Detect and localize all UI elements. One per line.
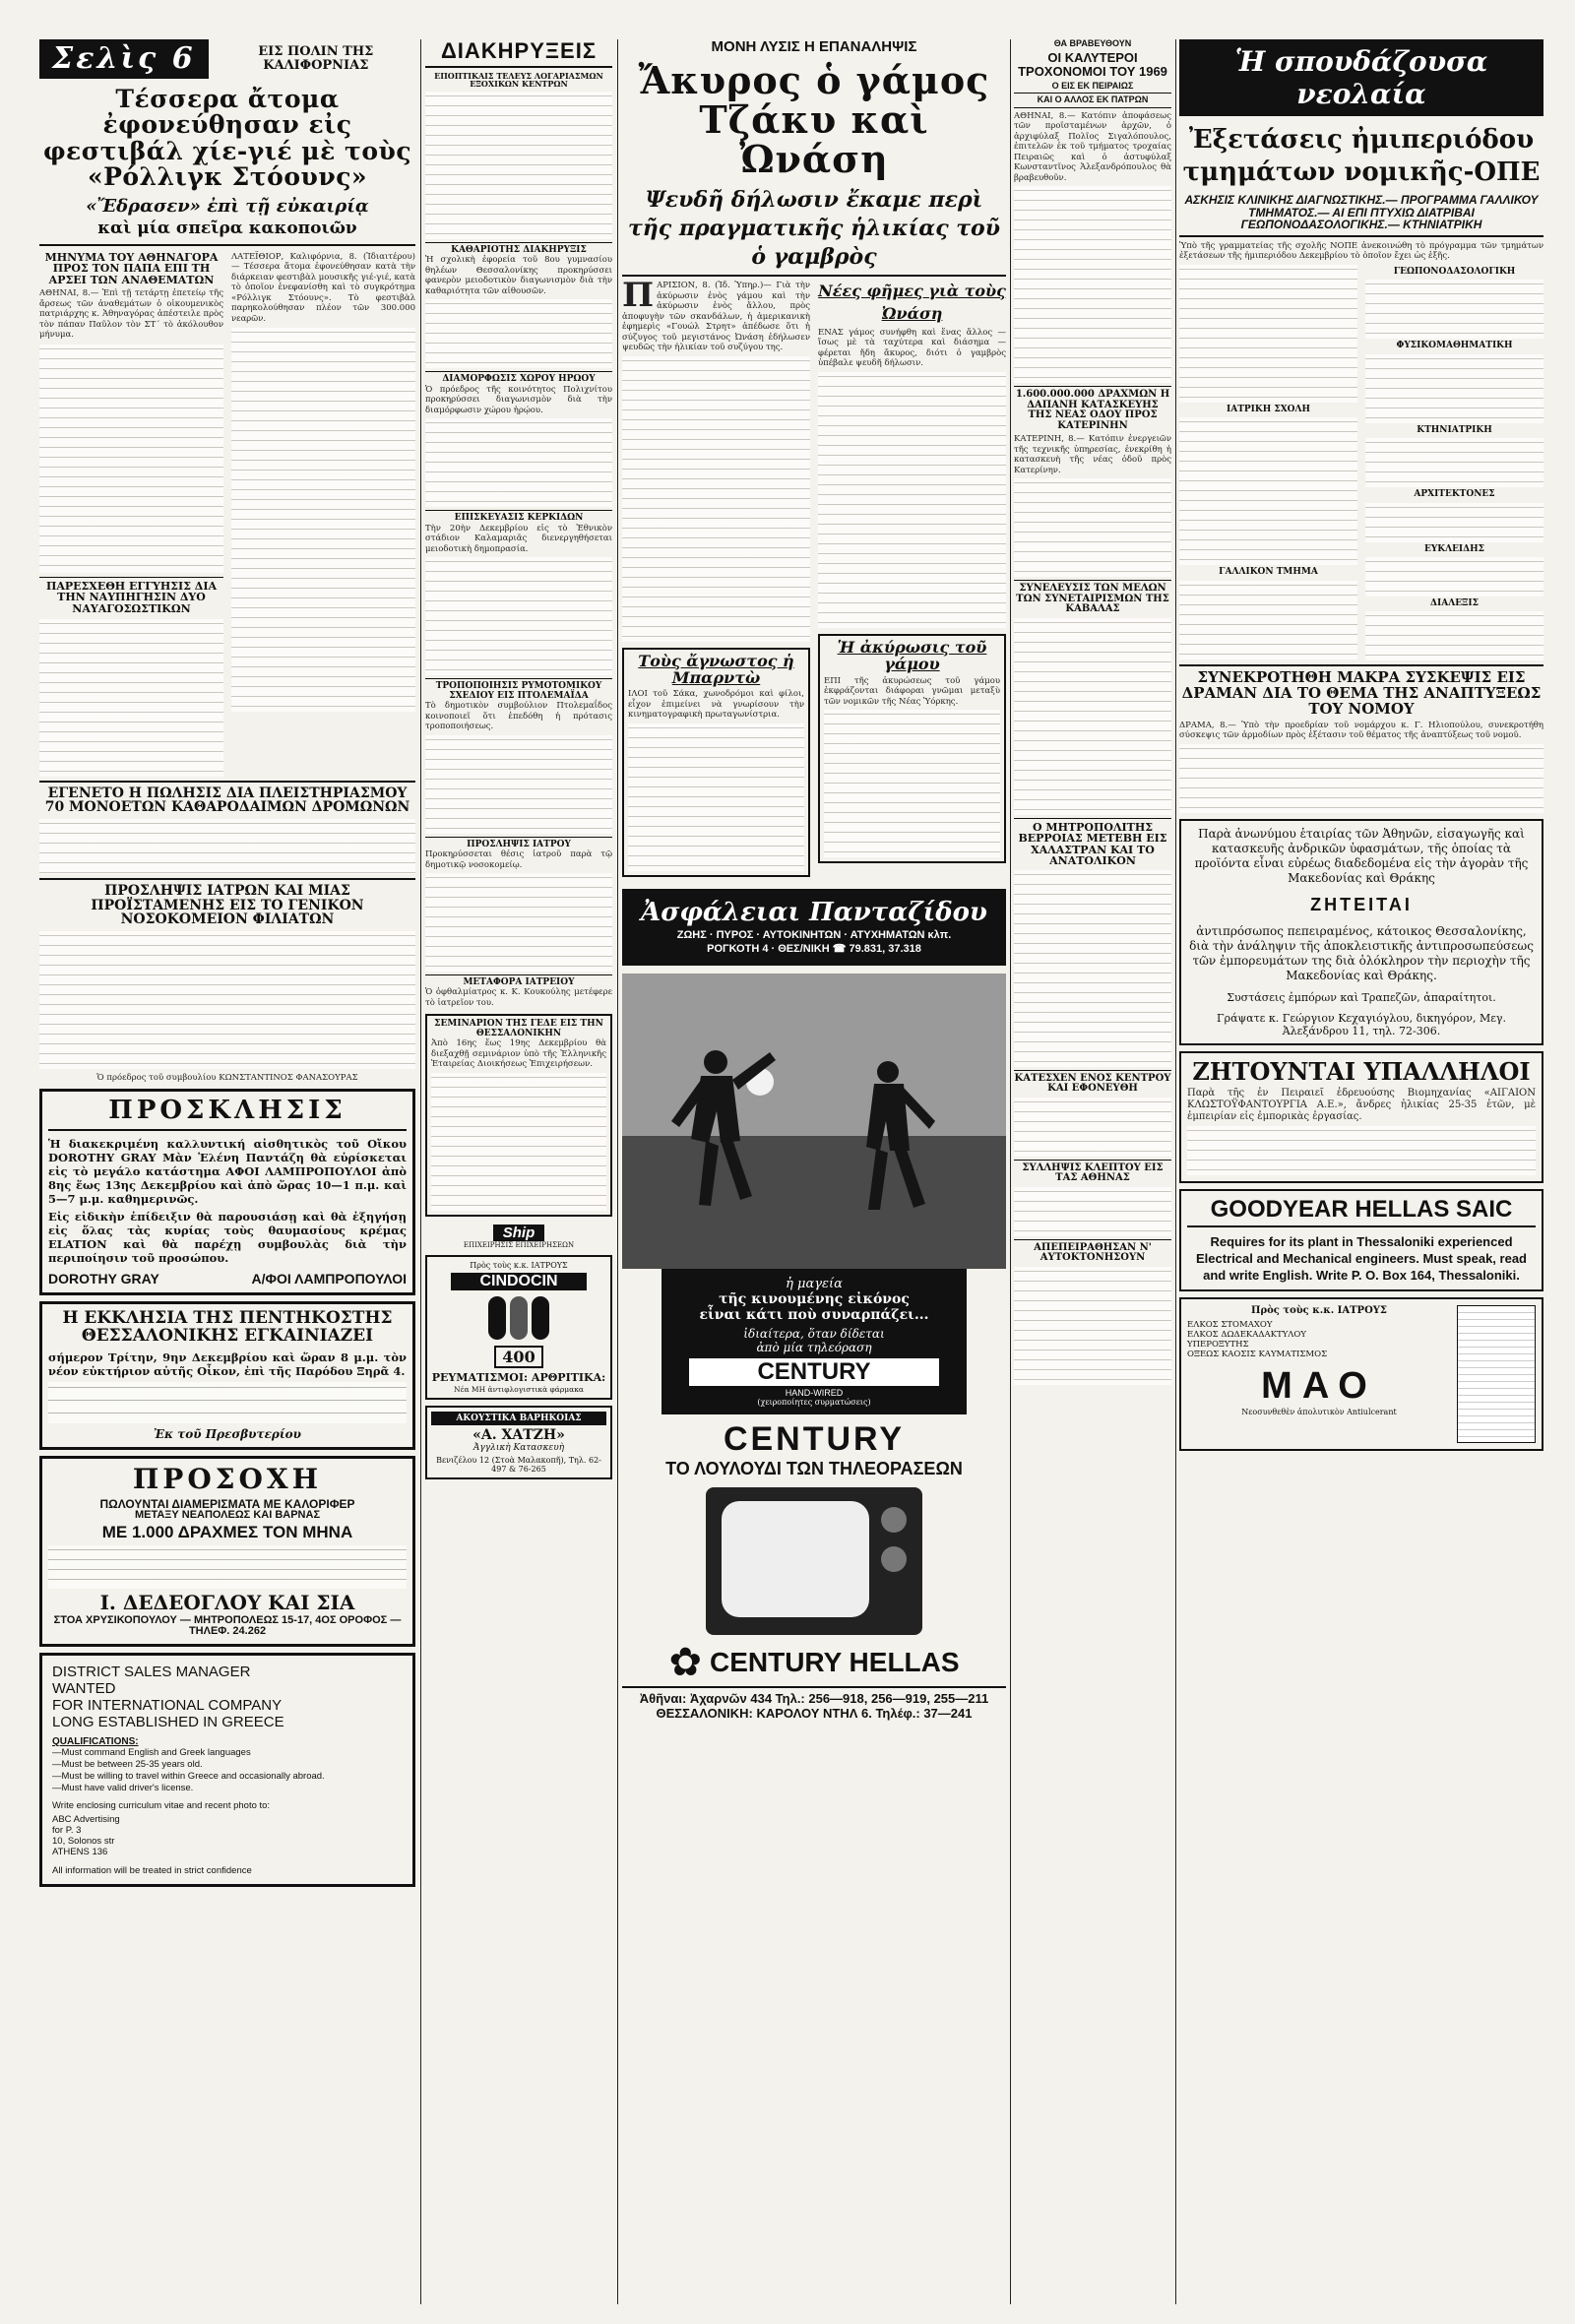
notice-body: Ἀπὸ 16ης ἕως 19ης Δεκεμβρίου θὰ διεξαχθῇ σεμινάριον ὑπὸ τῆς Ἑλληνικῆς Ἑταιρείας Διοικήσεως Ἐπιχειρήσεων. (431, 1038, 606, 1070)
article-sub: Ο ΕΙΣ ΕΚ ΠΕΙΡΑΙΩΣ (1014, 82, 1171, 94)
ad-sub: Συστάσεις ἐμπόρων καὶ Τραπεζῶν, ἀπαραίτητοι. (1227, 990, 1496, 1004)
drug-brand: CINDOCIN (451, 1273, 587, 1290)
subhead: Ψευδῆ δήλωσιν ἔκαμε περὶ τῆς πραγματικῆς ἡλικίας τοῦ ὁ γαμβρὸς (628, 187, 1000, 270)
article-body: ΛΑΤΕΪΘΙΟΡ, Καλιφόρνια, 8. (Ἰδιαιτέρου) — Τέσσερα ἄτομα ἐφονεύθησαν κατὰ τὴν διάρκειαν φεστιβὰλ μουσικῆς γιέ-γιέ, κατὰ τὸ ὁποῖον ἐνεφανίσθη καὶ τὸ συγκρότημα «Ρόλλιγκ Στόουνς». Τὸ φεστιβὰλ παρηκολούθησαν πλέον τῶν 300.000 νεαρῶν. (231, 251, 415, 324)
text-block (48, 1382, 407, 1423)
text-block (1014, 618, 1171, 815)
box-body: ΙΛΟΙ τοῦ Σάκα, χωνοδρόμοι καὶ φίλοι, εἶχον ἐπιμείνει νὰ γνωρίσουν τὴν κινηματογραφικὴ πρωταγωνίστρια. (628, 689, 804, 721)
main-headline: Τέσσερα ἄτομα ἐφονεύθησαν εἰς φεστιβάλ χίε-γιέ μὲ τοὺς «Ρόλλιγκ Στόουνς» (42, 85, 412, 191)
notice-body: σήμερον Τρίτην, 9ην Δεκεμβρίου καὶ ὥραν 8 μ.μ. τὸν νέον εὐκτήριον αὐτῆς Οἶκον, ἐπὶ τῆς Παρόδου Ξηρᾶ 4. (48, 1350, 407, 1379)
article-title: ΣΥΛΛΗΨΙΣ ΚΛΕΠΤΟΥ ΕΙΣ ΤΑΣ ΑΘΗΝΑΣ (1022, 1162, 1164, 1184)
notice-body: Προκηρύσσεται θέσις ἰατροῦ παρὰ τῷ δημοτικῷ νοσοκομείῳ. (425, 849, 612, 870)
text-block (1014, 186, 1171, 383)
job-line: DISTRICT SALES MANAGER (52, 1663, 251, 1680)
tv-tag-sub: (χειροποίητες συρματώσεις) (757, 1398, 871, 1408)
column-2 (425, 39, 612, 2304)
hellas-athens: Ἀθῆναι: Ἀχαρνῶν 434 Τηλ.: 256—918, 256—919, 255—211 (622, 1686, 1006, 1706)
job-address: 10, Solonos str (52, 1835, 115, 1847)
side-body: ΕΝΑΣ γάμος συνήφθη καὶ ἕνας ἄλλος — ἴσως μὲ τὰ ταχύτερα καὶ διάσημα — φέρεται ἤδη ἄκυρος, διότι ὁ γαμβρὸς ὑπέβαλε ψευδῆ δήλωσιν. (818, 327, 1006, 369)
column-5 (1179, 39, 1544, 2304)
section-label: ΑΡΧΙΤΕΚΤΟΝΕΣ (1414, 489, 1495, 500)
ad-intro: Παρὰ ἀνωνύμου ἑταιρίας τῶν Ἀθηνῶν, εἰσαγωγῆς καὶ κατασκευῆς ἀνδρικῶν ὑφασμάτων, τῆς ὁποίας τὰ προϊόντα εἶναι εὐρέως διαδεδομένα εἰς τὴν ἀγορὰν τῆς Μακεδονίας καὶ Θράκης (1194, 826, 1529, 885)
ad-recipient: Πρὸς τοὺς κ.κ. ΙΑΤΡΟΥΣ (470, 1260, 568, 1270)
ad-body: ἀντιπρόσωπος πεπειραμένος, κάτοικος Θεσσαλονίκης, διὰ τὴν ἀνάληψιν τῆς ἀποκλειστικῆς ἀντιπροσωπεύσεως τῶν ἐμπορευμάτων της διὰ ὁλόκληρον τὴν περιοχὴν τῆς Μακεδονίας καὶ Θράκης. (1189, 923, 1534, 982)
notice-title: ΣΕΜΙΝΑΡΙΟΝ ΤΗΣ ΓΕΔΕ ΕΙΣ ΤΗΝ ΘΕΣΣΑΛΟΝΙΚΗΝ (434, 1019, 603, 1038)
firm-name: «Α. ΧΑΤΖΗ» (472, 1427, 565, 1444)
hellas-row (622, 1640, 1006, 1686)
article-title: ΣΥΝΕΚΡΟΤΗΘΗ ΜΑΚΡΑ ΣΥΣΚΕΨΙΣ ΕΙΣ ΔΡΑΜΑΝ ΔΙΑ ΤΟ ΘΕΜΑ ΤΗΣ ΑΝΑΠΤΥΞΕΩΣ ΤΟΥ ΝΟΜΟΥ (1181, 668, 1542, 718)
job-address: for P. 3 (52, 1824, 82, 1836)
signature: Ὁ πρόεδρος τοῦ συμβουλίου ΚΩΝΣΤΑΝΤΙΝΟΣ ΦΑΝΑΣΟΥΡΑΣ (96, 1072, 358, 1083)
page-number-tag: Σελὶς 6 (39, 39, 209, 79)
hearing-aid-ad (425, 1406, 612, 1479)
text-block (425, 92, 612, 239)
insurance-ad (622, 889, 1006, 966)
text-block (1014, 870, 1171, 1067)
notice-title: ΔΙΑΜΟΡΦΩΣΙΣ ΧΩΡΟΥ ΗΡΩΟΥ (442, 374, 596, 385)
ad-line: ΥΠΕΡΟΞΥΤΗΣ (1187, 1339, 1249, 1350)
text-block (1179, 265, 1357, 403)
text-block (431, 1073, 606, 1211)
section-title: ΔΙΑΚΗΡΥΞΕΙΣ (440, 38, 598, 63)
job-line: FOR INTERNATIONAL COMPANY (52, 1696, 283, 1714)
article-title: ΚΑΤΕΣΧΕΝ ΕΝΟΣ ΚΕΝΤΡΟΥ ΚΑΙ ΕΦΟΝΕΥΘΗ (1014, 1072, 1171, 1095)
century-ad (622, 1420, 1006, 1721)
drop-cap: Π (622, 276, 655, 316)
kicker: ΘΑ ΒΡΑΒΕΥΘΟΥΝ (1053, 38, 1132, 48)
ad-line: ΜΕ 1.000 ΔΡΑΧΜΕΣ ΤΟΝ ΜΗΝΑ (101, 1522, 353, 1541)
drug-indication: ΡΕΥΜΑΤΙΣΜΟΙ: ΑΡΘΡΙΤΙΚΑ: (431, 1370, 606, 1384)
sidebar-box (818, 634, 1006, 863)
job-ad (39, 1653, 415, 1887)
ad-title: ΖΗΤΕΙΤΑΙ (1310, 894, 1413, 914)
job-footer: All information will be treated in strict confidence (52, 1864, 252, 1876)
brand-slogan: ΤΟ ΛΟΥΛΟΥΔΙ ΤΩΝ ΤΗΛΕΟΡΑΣΕΩΝ (665, 1459, 963, 1479)
tv-line: τῆς κινουμένης εἰκόνος (719, 1291, 910, 1308)
notice-signature: Ἐκ τοῦ Πρεσβυτερίου (153, 1427, 301, 1442)
text-block (818, 372, 1006, 628)
text-block (39, 819, 415, 874)
column-rule (1175, 39, 1176, 2304)
column-4 (1014, 39, 1171, 2304)
article-title: ΣΥΝΕΛΕΥΣΙΣ ΤΩΝ ΜΕΛΩΝ ΤΩΝ ΣΥΝΕΤΑΙΡΙΣΜΩΝ ΤΗΣ ΚΑΒΑΛΑΣ (1016, 583, 1169, 615)
tv-line: ἀπὸ μία τηλεόραση (756, 1341, 872, 1355)
article-title: ΑΠΕΠΕΙΡΑΘΗΣΑΝ Ν' ΑΥΤΟΚΤΟΝΗΣΟΥΝ (1034, 1241, 1152, 1264)
page-header (39, 39, 415, 79)
tv-line: ἰδιαίτερα, ὅταν δίδεται (743, 1327, 885, 1342)
job-line: WANTED (52, 1679, 116, 1697)
ad-line: ΕΛΚΟΣ ΔΩΔΕΚΑΔΑΚΤΥΛΟΥ (1187, 1329, 1307, 1340)
text-block (425, 873, 612, 972)
text-block (1365, 611, 1544, 660)
article-title: Ἐξετάσεις ἠμιπεριόδου τμημάτων νομικῆς-ΟΠΕ (1182, 125, 1541, 187)
text-block (48, 1545, 407, 1589)
tv-line: ἡ μαγεία (786, 1277, 843, 1292)
article-title: 1.600.000.000 ΔΡΑΧΜΩΝ Η ΔΑΠΑΝΗ ΚΑΤΑΣΚΕΥΗΣ ΤΗΣ ΝΕΑΣ ΟΔΟΥ ΠΡΟΣ ΚΑΤΕΡΙΝΗΝ (1015, 389, 1170, 431)
firm-address: ΣΤΟΑ ΧΡΥΣΙΚΟΠΟΥΛΟΥ — ΜΗΤΡΟΠΟΛΕΩΣ 15-17, 4ΟΣ ΟΡΟΦΟΣ — ΤΗΛΕΦ. 24.262 (53, 1613, 402, 1638)
text-block (425, 418, 612, 507)
football-photo (622, 974, 1006, 1269)
article-sub: ΑΣΚΗΣΙΣ ΚΛΙΝΙΚΗΣ ΔΙΑΓΝΩΣΤΙΚΗΣ.— ΠΡΟΓΡΑΜΜΑ ΓΑΛΛΙΚΟΥ ΤΜΗΜΑΤΟΣ.— ΑΙ ΕΠΙ ΠΤΥΧΙΩ ΔΙΑΤΡΙΒΑΙ ΓΕΩΠΟΝΟΔΑΣΟΛΟΓΙΚΗΣ.— ΚΤΗΝΙΑΤΡΙΚΗ (1184, 193, 1539, 232)
article-body: ΚΑΤΕΡΙΝΗ, 8.— Κατόπιν ἐνεργειῶν τῆς τεχνικῆς ὑπηρεσίας, ἐνεκρίθη ἡ κατασκευὴ τῆς νέας ὁδοῦ πρὸς Κατερίνην. (1014, 434, 1171, 475)
notice-title: ΤΡΟΠΟΠΟΙΗΣΙΣ ΡΥΜΟΤΟΜΙΚΟΥ ΣΧΕΔΙΟΥ ΕΙΣ ΠΤΟΛΕΜΑΪΔΑ (435, 681, 602, 701)
tv-ad (662, 1269, 967, 1414)
tv-line: εἶναι κάτι ποὺ συναρπάζει... (699, 1307, 929, 1324)
section-label: ΔΙΑΛΕΞΙΣ (1430, 597, 1479, 608)
ship-logo: Ship (493, 1225, 545, 1241)
article-title: ΟΙ ΚΑΛΥΤΕΡΟΙ ΤΡΟΧΟΝΟΜΟΙ ΤΟΥ 1969 (1018, 50, 1167, 80)
text-block (425, 557, 612, 675)
ad-title: GOODYEAR HELLAS SAIC (1187, 1197, 1536, 1227)
staff-ad (1179, 1051, 1544, 1183)
box-title: Τοὺς ἄγνωστος ἡ Μπαρντὼ (638, 651, 794, 687)
notice-body: Ἡ σχολικὴ ἐφορεία τοῦ 8ου γυμνασίου θηλέων Θεσσαλονίκης προκηρύσσει φανερὸν μειοδοτικὸν διαγωνισμὸν διὰ τὴν καθαριότητα τῶν αἰθουσῶν. (425, 255, 612, 296)
notice-title: ΕΠΙΣΚΕΥΑΣΙΣ ΚΕΡΚΙΔΩΝ (454, 513, 584, 524)
ship-ad (425, 1223, 612, 1249)
side-title: Νέες φῆμες γιὰ τοὺς Ὠνάση (818, 282, 1006, 323)
text-block (1179, 744, 1544, 813)
section-label: ΓΕΩΠΟΝΟΔΑΣΟΛΟΓΙΚΗ (1393, 266, 1516, 277)
job-item: —Must command English and Greek languages (52, 1746, 251, 1758)
ad-body: Παρὰ τῆς ἐν Πειραιεῖ ἐδρευούσης Βιομηχανίας «ΑΙΓΑΙΟΝ ΚΛΩΣΤΟΫΦΑΝΤΟΥΡΓΙΑ Α.Ε.», ἄνδρες ἡλικίας 25-35 ἐτῶν, μὲ ἐμπειρίαν εἰς ἐμπορικὰς ἐργασίας. (1187, 1087, 1536, 1122)
invitation-ad (39, 1089, 415, 1294)
column-rule (1010, 39, 1011, 2304)
pharma-ad (425, 1255, 612, 1401)
article-body: ΑΘΗΝΑΙ, 8.— Ἐπὶ τῇ τετάρτῃ ἐπετείῳ τῆς ἄρσεως τῶν ἀναθεμάτων ὁ οἰκουμενικὸς πατριάρχης κ. Ἀθηναγόρας ἀπέστειλε πρὸς τὸν πάπαν Παῦλον τὸν ΣΤ΄ τὸ ἀκόλουθον μήνυμα. (39, 288, 223, 341)
text-block (39, 931, 415, 1069)
text-block (1014, 1267, 1171, 1385)
article-title: ΕΓΕΝΕΤΟ Η ΠΩΛΗΣΙΣ ΔΙΑ ΠΛΕΙΣΤΗΡΙΑΣΜΟΥ 70 ΜΟΝΟΕΤΩΝ ΚΑΘΑΡΟΔΑΙΜΩΝ ΔΡΟΜΩΝΩΝ (44, 785, 410, 816)
drug-dose: 400 (494, 1346, 542, 1368)
notice-body: Ὁ πρόεδρος τῆς κοινότητος Πολιχνίτου προκηρύσσει διαγωνισμὸν διὰ τὴν διαμόρφωσιν χώρου ἡρῴου. (425, 384, 612, 415)
text-block (1365, 503, 1544, 542)
hellas-thessaloniki: ΘΕΣΣΑΛΟΝΙΚΗ: ΚΑΡΟΛΟΥ ΝΤΗΛ 6. Τηλέφ.: 37—241 (656, 1706, 973, 1722)
firm-sub: Ἀγγλικὴ Κατασκευὴ (472, 1443, 565, 1454)
brand-big: CENTURY (723, 1420, 906, 1459)
box-body: ΕΠΙ τῆς ἀκυρώσεως τοῦ γάμου ἐκφράζονται διάφοραι γνῶμαι μεταξὺ τῶν νομικῶν τῆς Νέας Ὑόρκης. (824, 675, 1000, 707)
job-write: Write enclosing curriculum vitae and recent photo to: (52, 1799, 271, 1811)
article-title: ΜΗΝΥΜΑ ΤΟΥ ΑΘΗΝΑΓΟΡΑ ΠΡΟΣ ΤΟΝ ΠΑΠΑ ΕΠΙ ΤΗ ΑΡΣΕΙ ΤΩΝ ΑΝΑΘΕΜΑΤΩΝ (44, 250, 219, 286)
text-block (628, 723, 804, 871)
kicker: ΜΟΝΗ ΛΥΣΙΣ Η ΕΠΑΝΑΛΗΨΙΣ (711, 38, 917, 55)
job-address: ABC Advertising (52, 1813, 120, 1825)
text-block (1179, 417, 1357, 565)
text-block (1179, 581, 1357, 660)
article-body: ΑΘΗΝΑΙ, 8.— Κατόπιν ἀποφάσεως τῶν προϊσταμένων ἀρχῶν, ὁ ἀρχιφύλαξ Πολῖος Σιγαλόπουλος, ἐπιτελῶν ἐκ τοῦ τμήματος τροχαίας Πειραιῶς καὶ ὁ ἀστυφύλαξ Κωνσταντῖνος Ἀλεξανδρόπουλος θὰ βραβευθοῦν. (1014, 110, 1171, 183)
text-block (39, 345, 223, 573)
church-notice (39, 1301, 415, 1451)
goodyear-ad (1179, 1189, 1544, 1291)
capsules (431, 1296, 606, 1340)
job-item: —Must be willing to travel within Greece and occasionally abroad. (52, 1770, 325, 1782)
seminar-notice (425, 1014, 612, 1216)
article-body: Ὑπὸ τῆς γραμματείας τῆς σχολῆς ΝΟΠΕ ἀνεκοινώθη τὸ πρόγραμμα τῶν τμημάτων ἐξετάσεων τῆς ἠμιπεριόδου Δεκεμβρίου τὸ ὁποῖον ἔχει ὡς ἑξῆς. (1179, 240, 1544, 262)
text-block (1365, 557, 1544, 597)
section-label: ΦΥΣΙΚΟΜΑΘΗΜΑΤΙΚΗ (1396, 341, 1513, 351)
job-qualifications: QUALIFICATIONS: (52, 1735, 139, 1747)
hellas-brand: CENTURY HELLAS (709, 1647, 960, 1678)
text-block (425, 735, 612, 834)
notice-title: ΚΑΘΑΡΙΟΤΗΣ ΔΙΑΚΗΡΥΞΙΣ (451, 244, 587, 255)
article-block (39, 252, 415, 777)
text-block (425, 299, 612, 368)
notice-title: ΜΕΤΑΦΟΡΑ ΙΑΤΡΕΙΟΥ (463, 977, 575, 987)
column-rule (420, 39, 421, 2304)
mao-ad (1179, 1297, 1544, 1451)
subhead: «Ἔδρασεν» ἐπὶ τῇ εὐκαιρίᾳ (86, 196, 369, 217)
player-silhouettes (622, 974, 1006, 1269)
lead-text: ΑΡΙΣΙΟΝ, 8. (Ἰδ. Ὑπηρ.)— Γιὰ τὴν ἀκύρωσιν ἐνὸς γάμου καὶ τὴν ἀκύρωσιν ἑνὸς ἄλλου, πρὸς ἀποφυγὴν τῶν σκανδάλων, ἡ ἀμερικανικὴ ἐφημερὶς «Γουώλ Στρητ» ἀπέδωσε ὅτι ἡ σύζυγος τοῦ μεγιστάνος Ὠνάση ἐδήλωσεν ψευδῶς τὴν ἡλικίαν τοῦ συζύγου της. (622, 281, 810, 353)
notice-title: ΠΡΟΣΛΗΨΙΣ ΙΑΤΡΟΥ (467, 839, 571, 849)
text-block (1365, 438, 1544, 487)
ad-line: ΠΩΛΟΥΝΤΑΙ ΔΙΑΜΕΡΙΣΜΑΤΑ ΜΕ ΚΑΛΟΡΙΦΕΡ (99, 1496, 355, 1511)
ad-title: ΖΗΤΟΥΝΤΑΙ ΥΠΑΛΛΗΛΟΙ (1192, 1056, 1531, 1086)
drug-brand: ΜΑΟ (1261, 1364, 1377, 1407)
job-line: LONG ESTABLISHED IN GREECE (52, 1713, 284, 1730)
player (866, 1061, 935, 1210)
ad-sub: ΖΩΗΣ · ΠΥΡΟΣ · ΑΥΤΟΚΙΝΗΤΩΝ · ΑΤΥΧΗΜΑΤΩΝ κλπ. (676, 929, 952, 942)
drug-sub: Νέα ΜΗ ἀντιφλογιστικὰ φάρμακα (454, 1385, 584, 1395)
section-label: ΓΑΛΛΙΚΟΝ ΤΜΗΜΑ (1219, 567, 1318, 578)
box-title: Ἡ ἀκύρωσις τοῦ γάμου (837, 637, 987, 673)
text-block (1365, 280, 1544, 339)
apartment-ad (39, 1456, 415, 1646)
ad-title: ΑΚΟΥΣΤΙΚΑ ΒΑΡΗΚΟΙΑΣ (431, 1412, 606, 1425)
column-1 (39, 39, 415, 2304)
wanted-ad (1179, 819, 1544, 1045)
brand-name: DOROTHY GRAY (48, 1270, 159, 1287)
text-block (824, 710, 1000, 857)
kicker: ΕΙΣ ΠΟΛΙΝ ΤΗΣ ΚΑΛΙΦΟΡΝΙΑΣ (258, 44, 374, 73)
store-name: Α/ΦΟΙ ΛΑΜΠΡΟΠΟΥΛΟΙ (251, 1270, 407, 1287)
text-block (1014, 478, 1171, 577)
section-label: ΕΥΚΛΕΙΔΗΣ (1423, 543, 1484, 554)
tv-set-icon (706, 1487, 922, 1635)
column-3 (622, 39, 1006, 2304)
article-body: ΔΡΑΜΑ, 8.— Ὑπὸ τὴν προεδρίαν τοῦ νομάρχου κ. Γ. Ηλιοπούλου, συνεκροτήθη σύσκεψις τῶν ἀρμοδίων πρὸς ἐξέτασιν τοῦ θέματος τῆς ἀναπτύξεως τοῦ νομοῦ. (1179, 720, 1544, 741)
ad-title: Ἀσφάλειαι Πανταζίδου (641, 897, 987, 927)
main-headline: Ἄκυρος ὁ γάμος Τζάκυ καὶ Ὠνάση (638, 57, 990, 181)
job-item: —Must be between 25-35 years old. (52, 1758, 203, 1770)
job-item: —Must have valid driver's license. (52, 1782, 194, 1793)
ad-body: Ἡ διακεκριμένη καλλυντική αἰσθητικὸς τοῦ Οἴκου DOROTHY GRAY Μὰν Ἑλένη Παντάζη θὰ εὑρίσκεται εἰς τὸ μεγάλο κατάστημα ΑΦΟΙ ΛΑΜΠΡΟΠΟΥΛΟΙ ἀπὸ 8ης ἕως 13ης Δεκεμβρίου καὶ ἀπὸ ὥρας 10—1 π.μ. καὶ 5—7 μ.μ. καθημερινῶς. (48, 1136, 407, 1206)
ad-body: Requires for its plant in Thessaloniki experienced Electrical and Mechanical engineers. Must speak, read and write English. Write P. O. Box 164, Thessaloniki. (1196, 1233, 1527, 1283)
ad-line: ΕΛΚΟΣ ΣΤΟΜΑΧΟΥ (1187, 1319, 1273, 1330)
ad-body: Εἰς εἰδικὴν ἐπίδειξιν θὰ παρουσιάσῃ καὶ θὰ ἐξηγήσῃ εἰς ὅλας τὰς κυρίας τοὺς θαυμασίους κρέμας ELATION καὶ θὰ παρέχῃ συμβουλὰς διὰ τὴν περιποίησιν τοῦ προσώπου. (48, 1209, 407, 1265)
column-rule (617, 39, 618, 2304)
text-block (231, 328, 415, 712)
text-block (1014, 1098, 1171, 1157)
text-block (1014, 1187, 1171, 1236)
notice-body: Τὸ δημοτικὸν συμβούλιον Πτολεμαΐδος κοινοποιεῖ ὅτι ἐπεδόθη ἡ πρότασις τροποποιήσεως. (425, 701, 612, 732)
firm-address: Βενιζέλου 12 (Στοὰ Μαλακοπῆ), Τηλ. 62-497 & 76-265 (436, 1456, 601, 1475)
job-address: ATHENS 136 (52, 1846, 108, 1857)
ad-title: ΠΡΟΣΟΧΗ (132, 1463, 323, 1496)
sidebar-box (622, 648, 810, 877)
ship-sub: ΕΠΙΧΕΙΡΗΣΙΣ ΕΠΙΧΕΙΡΗΣΕΩΝ (463, 1240, 575, 1249)
section-subtitle: ΕΠΟΠΤΙΚΑΙΣ ΤΕΛΕΥΣ ΛΟΓΑΡΙΑΣΜΩΝ ΕΞΟΧΙΚΩΝ ΚΕΝΤΡΩΝ (434, 71, 603, 90)
ad-address: ΡΟΓΚΟΤΗ 4 · ΘΕΣ/ΝΙΚΗ ☎ 79.831, 37.318 (707, 942, 921, 955)
subhead: καὶ μία σπεῖρα κακοποιῶν (39, 220, 415, 246)
section-label: ΚΤΗΝΙΑΤΡΙΚΗ (1417, 424, 1492, 435)
drug-sub: Νεοσυνθεθὲν ἀπολυτικὸν Antiulcerant (1241, 1407, 1397, 1416)
ad-line: ΜΕΤΑΞΥ ΝΕΑΠΟΛΕΩΣ ΚΑΙ ΒΑΡΝΑΣ (134, 1509, 321, 1522)
section-label: ΙΑΤΡΙΚΗ ΣΧΟΛΗ (1227, 404, 1310, 414)
section-banner: Ἡ σπουδάζουσα νεολαία (1179, 39, 1544, 116)
tv-tag: HAND-WIRED (785, 1388, 844, 1399)
notice-body: Ὁ ὀφθαλμίατρος κ. Κ. Κουκούλης μετέφερε τὸ ἰατρεῖον του. (425, 987, 612, 1008)
article-title: ΠΡΟΣΛΗΨΙΣ ΙΑΤΡΩΝ ΚΑΙ ΜΙΑΣ ΠΡΟΪΣΤΑΜΕΝΗΣ ΕΙΣ ΤΟ ΓΕΝΙΚΟΝ ΝΟΣΟΚΟΜΕΙΟΝ ΦΙΛΙΑΤΩΝ (91, 882, 364, 928)
drug-package-icon (1457, 1305, 1536, 1443)
notice-title: Η ΕΚΚΛΗΣΙΑ ΤΗΣ ΠΕΝΤΗΚΟΣΤΗΣ ΘΕΣΣΑΛΟΝΙΚΗΣ ΕΓΚΑΙΝΙΑΖΕΙ (62, 1307, 393, 1346)
article-title: ΠΑΡΕΣΧΕΘΗ ΕΓΓΥΗΣΙΣ ΔΙΑ ΤΗΝ ΝΑΥΠΗΓΗΣΙΝ ΔΥΟ ΝΑΥΑΓΟΣΩΣΤΙΚΩΝ (39, 577, 223, 615)
notice-body: Τὴν 20ὴν Δεκεμβρίου εἰς τὸ Ἐθνικὸν στάδιον Καλαμαριᾶς διενεργηθήσεται μειοδοτικὴ δημοπρασία. (425, 523, 612, 554)
ad-title: ΠΡΟΣΚΛΗΣΙΣ (48, 1098, 407, 1130)
firm-name: Ι. ΔΕΔΕΟΓΛΟΥ ΚΑΙ ΣΙΑ (99, 1590, 355, 1614)
article-title: Ο ΜΗΤΡΟΠΟΛΙΤΗΣ ΒΕΡΡΟΙΑΣ ΜΕΤΕΒΗ ΕΙΣ ΧΑΛΑΣΤΡΑΝ ΚΑΙ ΤΟ ΑΝΑΤΟΛΙΚΟΝ (1018, 820, 1167, 868)
text-block (1187, 1126, 1536, 1175)
lead-paragraph (622, 276, 810, 353)
ad-recipient: Πρὸς τοὺς κ.κ. ΙΑΤΡΟΥΣ (1251, 1304, 1387, 1316)
text-block (622, 356, 810, 642)
ad-contact: Γράψατε κ. Γεώργιον Κεχαγιόγλου, δικηγόρον, Μεγ. Ἀλεξάνδρου 11, τηλ. 72-306. (1217, 1011, 1506, 1037)
rose-icon: ✿ (668, 1640, 702, 1686)
text-block (39, 619, 223, 777)
text-block (1365, 354, 1544, 423)
ad-line: ΟΞΕΩΣ ΚΑΟΣΙΣ ΚΑΥΜΑΤΙΣΜΟΣ (1187, 1349, 1328, 1359)
tv-brand: CENTURY (689, 1358, 939, 1386)
article-sub: ΚΑΙ Ο ΑΛΛΟΣ ΕΚ ΠΑΤΡΩΝ (1014, 95, 1171, 107)
